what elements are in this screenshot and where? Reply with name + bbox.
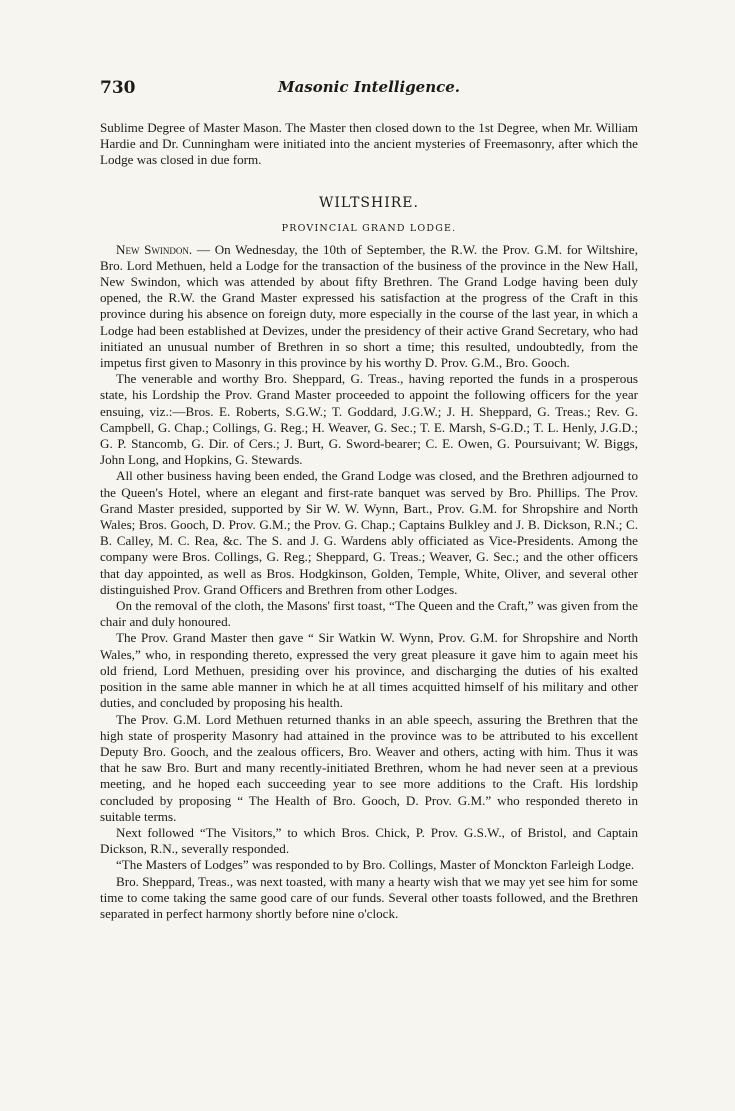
running-title: Masonic Intelligence. (277, 78, 461, 96)
section-subtitle: PROVINCIAL GRAND LODGE. (281, 222, 457, 234)
page-header (100, 78, 638, 104)
page-number: 730 (100, 78, 136, 98)
paragraph: The venerable and worthy Bro. Sheppard, G. Treas., having reported the funds in a prosperous state, his Lordship the Prov. Grand Master proceeded to appoint the following officers for the year ensuing, viz.:—Bros. E. Roberts, S.G.W.; T. Goddard, J.G.W.; J. H. Sheppard, G. Treas.; Rev. G. Campbell, G. Chap.; Collings, G. Reg.; H. Weaver, G. Sec.; T. E. Marsh, S-G.D.; T. L. Henly, J.G.D.; G. P. Stancomb, G. Dir. of Cers.; J. Burt, G. Sword-bearer; C. E. Owen, G. Poursuivant; W. Biggs, John Long, and Hopkins, G. Stewards. (100, 371, 638, 468)
document-page (100, 78, 638, 922)
paragraph: “The Masters of Lodges” was responded to by Bro. Collings, Master of Monckton Farleigh Lodge. (116, 857, 635, 873)
paragraph (100, 242, 638, 372)
intro-paragraph-block (100, 120, 638, 169)
paragraph-lead: New Swindon. (116, 241, 193, 257)
intro-paragraph: Sublime Degree of Master Mason. The Master then closed down to the 1st Degree, when Mr. William Hardie and Dr. Cunningham were initiated into the ancient mysteries of Freemasonry, after which the Lodge was closed in due form. (100, 120, 638, 168)
paragraph: Next followed “The Visitors,” to which Bros. Chick, P. Prov. G.S.W., of Bristol, and Captain Dickson, R.N., severally responded. (100, 824, 638, 857)
paragraph: Bro. Sheppard, Treas., was next toasted, with many a hearty wish that we may yet see him for some time to come taking the same good care of our funds. Several other toasts followed, and the Brethren separated in perfect harmony shortly before nine o'clock. (100, 873, 638, 921)
paragraph: The Prov. Grand Master then gave “ Sir Watkin W. Wynn, Prov. G.M. for Shropshire and North Wales,” who, in responding thereto, expressed the very great pleasure it gave him to again meet his old friend, Lord Methuen, presiding over his province, and discharging the duties of his exalted position in the same able manner in which he at all times acquitted himself of his military and other duties, and concluded by proposing his health. (100, 630, 638, 711)
article-body (100, 242, 638, 923)
paragraph-text: — On Wednesday, the 10th of September, the R.W. the Prov. G.M. for Wiltshire, Bro. Lord Methuen, held a Lodge for the transaction of the business of the province in the New Hall, New Swindon, which was attended by about fifty Brethren. The Grand Lodge having been duly opened, the R.W. the Grand Master expressed his satisfaction at the progress of the Craft in this province during his absence on foreign duty, more especially in the course of the last year, in which a Lodge had been established at Devizes, under the presidency of their active Grand Secretary, who had initiated an unusual number of Brethren in so short a time; this resulted, undoubtedly, from the impetus first given to Masonry in this province by his worthy D. Prov. G.M., Bro. Gooch. (100, 241, 638, 371)
section-title: WILTSHIRE. (319, 194, 419, 211)
paragraph: All other business having been ended, the Grand Lodge was closed, and the Brethren adjourned to the Queen's Hotel, where an elegant and first-rate banquet was served by Bro. Phillips. The Prov. Grand Master presided, supported by Sir W. W. Wynn, Bart., Prov. G.M. for Shropshire and North Wales; Bros. Gooch, D. Prov. G.M.; the Prov. G. Chap.; Captains Bulkley and J. B. Dickson, R.N.; C. B. Calley, M. C. Rea, &c. The S. and J. G. Wardens ably officiated as Vice-Presidents. Among the company were Bros. Collings, G. Reg.; Sheppard, G. Treas.; Weaver, G. Sec.; and the other officers that day appointed, as well as Bros. Hodgkinson, Golden, Temple, White, Oliver, and several other distinguished Prov. Grand Officers and Brethren from other Lodges. (100, 468, 638, 597)
paragraph: The Prov. G.M. Lord Methuen returned thanks in an able speech, assuring the Brethren that the high state of prosperity Masonry had attained in the province was to be attributed to his excellent Deputy Bro. Gooch, and the zealous officers, Bro. Weaver and others, acting with him. Thus it was that he saw Bro. Burt and many recently-initiated Brethren, whom he had never seen at a previous meeting, and he hoped each succeeding year to see more additions to the Craft. His lordship concluded by proposing “ The Health of Bro. Gooch, D. Prov. G.M.” who responded thereto in suitable terms. (100, 711, 638, 824)
paragraph: On the removal of the cloth, the Masons' first toast, “The Queen and the Craft,” was given from the chair and duly honoured. (100, 598, 638, 630)
